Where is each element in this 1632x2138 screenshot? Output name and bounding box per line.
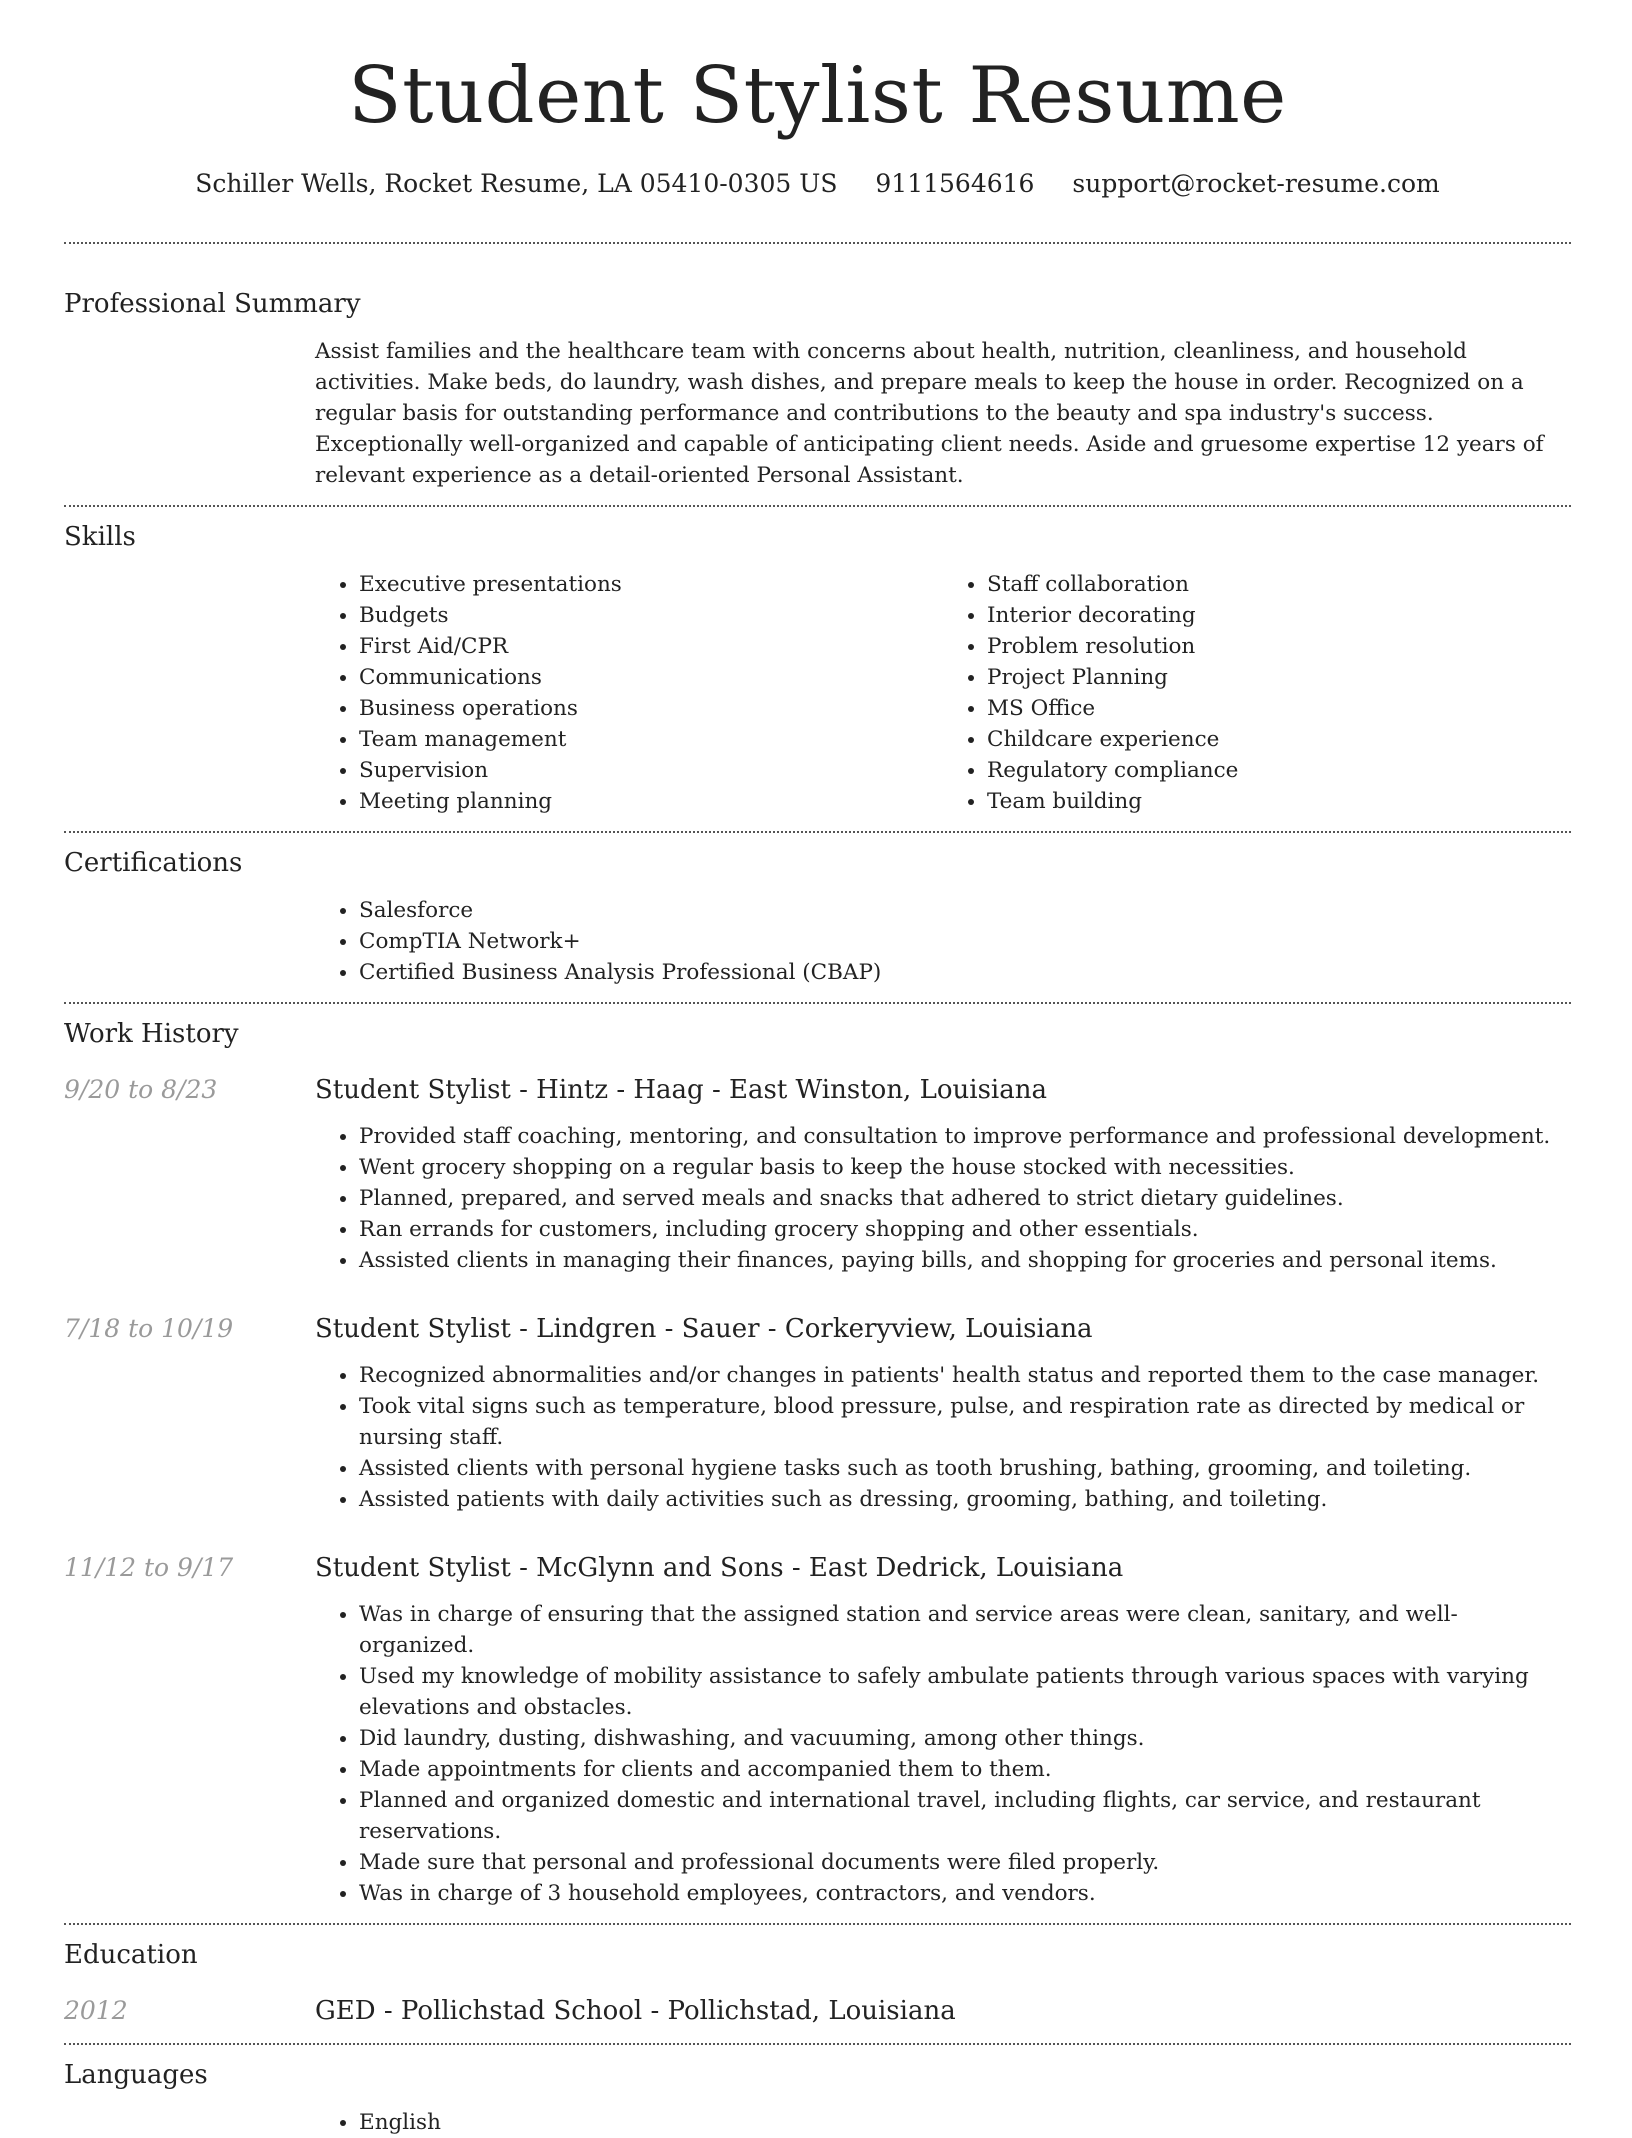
list-item: • Supervision — [359, 755, 943, 786]
list-item: • Used my knowledge of mobility assistance to safely ambulate patients through various spaces with varying elevations and obstacles. — [359, 1661, 1571, 1723]
contact-line — [64, 166, 1571, 202]
skills-list-right — [943, 569, 1571, 817]
education-heading: Education — [64, 1940, 198, 1970]
list-item: • Communications — [359, 662, 943, 693]
job-bullets — [315, 1121, 1571, 1276]
summary-heading: Professional Summary — [64, 289, 361, 319]
contact-phone: 9111564616 — [875, 169, 1035, 198]
certifications-list — [315, 895, 1571, 988]
resume-title: Student Stylist Resume — [348, 51, 1287, 141]
list-item: • Made sure that personal and professional documents were filed properly. — [359, 1847, 1571, 1878]
list-item: • Planned, prepared, and served meals and snacks that adhered to strict dietary guidelines. — [359, 1183, 1571, 1214]
list-item: • Interior decorating — [987, 600, 1571, 631]
list-item: • Problem resolution — [987, 631, 1571, 662]
list-item: • Project Planning — [987, 662, 1571, 693]
certifications-heading: Certifications — [64, 848, 243, 878]
resume-page — [64, 0, 1571, 2138]
list-item: • Made appointments for clients and accompanied them to them. — [359, 1754, 1571, 1785]
list-item: • Regulatory compliance — [987, 755, 1571, 786]
skills-section — [64, 507, 1571, 831]
summary-text: Assist families and the healthcare team with concerns about health, nutrition, cleanliness, and household activities. Make beds, do laundry, wash dishes, and prepare meals to keep the house in order. Recognized on a regular basis for outstanding performance and contributions to the beauty and spa industry's success. Exceptionally well-organized and capable of anticipating client needs. Aside and gruesome expertise 12 years of relevant experience as a detail-oriented Personal Assistant. — [315, 339, 1544, 488]
list-item: • Childcare experience — [987, 724, 1571, 755]
list-item: • Was in charge of 3 household employees, contractors, and vendors. — [359, 1878, 1571, 1909]
job-date: 9/20 to 8/23 — [64, 1075, 218, 1104]
job-entry — [64, 1072, 1571, 1276]
skills-grid — [315, 569, 1571, 831]
job-date: 11/12 to 9/17 — [64, 1553, 234, 1582]
list-item: • First Aid/CPR — [359, 631, 943, 662]
list-item: • Meeting planning — [359, 786, 943, 817]
education-section — [64, 1925, 1571, 2043]
job-title: Student Stylist - Hintz - Haag - East Winston, Louisiana — [315, 1075, 1047, 1105]
list-item: • Assisted clients with personal hygiene tasks such as tooth brushing, bathing, grooming, and toileting. — [359, 1453, 1571, 1484]
contact-address: Schiller Wells, Rocket Resume, LA 05410-0305 US — [195, 169, 838, 198]
list-item: • Recognized abnormalities and/or changes in patients' health status and reported them to the case manager. — [359, 1360, 1571, 1391]
list-item: • Certified Business Analysis Professional (CBAP) — [359, 957, 1571, 988]
list-item: • Business operations — [359, 693, 943, 724]
skills-list-left — [315, 569, 943, 817]
certifications-content — [315, 895, 1571, 1002]
list-item: • Executive presentations — [359, 569, 943, 600]
list-item: • Team building — [987, 786, 1571, 817]
job-details — [315, 1121, 1571, 1276]
list-item: • Team management — [359, 724, 943, 755]
list-item: • Took vital signs such as temperature, blood pressure, pulse, and respiration rate as directed by medical or nursing staff. — [359, 1391, 1571, 1453]
contact-email: support@rocket-resume.com — [1072, 169, 1440, 198]
job-bullets — [315, 1599, 1571, 1909]
languages-section — [64, 2045, 1571, 2138]
job-title: Student Stylist - McGlynn and Sons - East Dedrick, Louisiana — [315, 1553, 1124, 1583]
list-item: • MS Office — [987, 693, 1571, 724]
list-item: • Salesforce — [359, 895, 1571, 926]
languages-heading: Languages — [64, 2060, 208, 2090]
list-item: • English — [359, 2107, 1571, 2138]
list-item: • Provided staff coaching, mentoring, and consultation to improve performance and professional development. — [359, 1121, 1571, 1152]
list-item: • Assisted clients in managing their finances, paying bills, and shopping for groceries and personal items. — [359, 1245, 1571, 1276]
certifications-section — [64, 833, 1571, 1002]
education-date: 2012 — [64, 1996, 128, 2025]
list-item: • Did laundry, dusting, dishwashing, and vacuuming, among other things. — [359, 1723, 1571, 1754]
education-title: GED - Pollichstad School - Pollichstad, Louisiana — [315, 1996, 956, 2026]
list-item: • Staff collaboration — [987, 569, 1571, 600]
job-details — [315, 1360, 1571, 1515]
job-entry — [64, 1550, 1571, 1923]
skills-heading: Skills — [64, 522, 136, 552]
list-item: • Ran errands for customers, including grocery shopping and other essentials. — [359, 1214, 1571, 1245]
education-entry — [64, 1993, 1571, 2029]
job-title: Student Stylist - Lindgren - Sauer - Corkeryview, Louisiana — [315, 1314, 1093, 1344]
job-details — [315, 1599, 1571, 1923]
job-bullets — [315, 1360, 1571, 1515]
list-item: • Went grocery shopping on a regular basis to keep the house stocked with necessities. — [359, 1152, 1571, 1183]
job-entry — [64, 1311, 1571, 1515]
work-section — [64, 1004, 1571, 1923]
list-item: • Assisted patients with daily activities such as dressing, grooming, bathing, and toileting. — [359, 1484, 1571, 1515]
list-item: • Planned and organized domestic and international travel, including flights, car service, and restaurant reservations. — [359, 1785, 1571, 1847]
list-item: • CompTIA Network+ — [359, 926, 1571, 957]
list-item: • Was in charge of ensuring that the assigned station and service areas were clean, sanitary, and well-organized. — [359, 1599, 1571, 1661]
work-heading: Work History — [64, 1019, 239, 1049]
job-date: 7/18 to 10/19 — [64, 1314, 234, 1343]
summary-section — [64, 244, 1571, 505]
list-item: • Budgets — [359, 600, 943, 631]
